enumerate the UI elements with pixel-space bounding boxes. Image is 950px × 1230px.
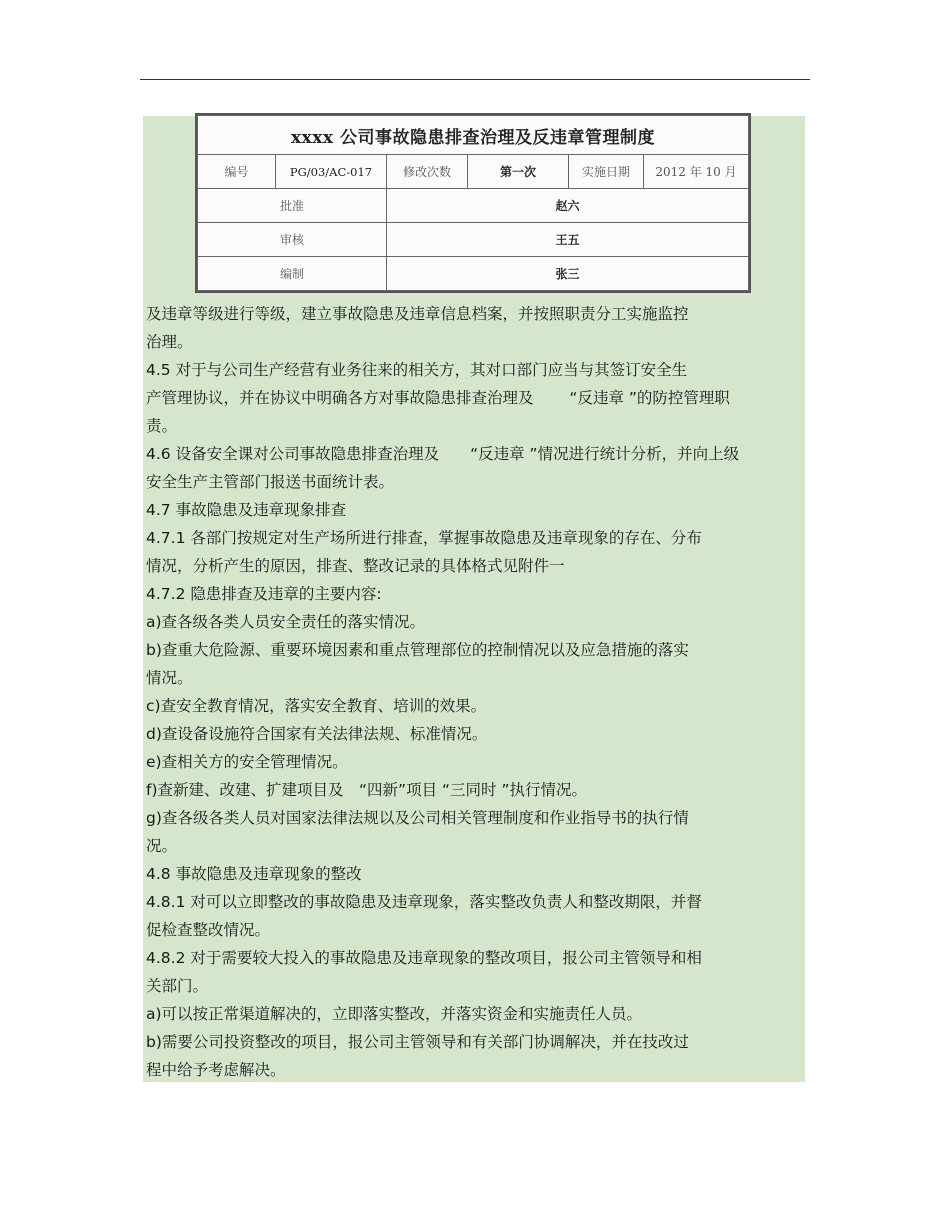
revision-label: 修改次数: [387, 155, 468, 189]
list-item: a)可以按正常渠道解决的，立即落实整改，并落实资金和实施责任人员。: [146, 1005, 643, 1023]
review-value: 王五: [387, 223, 749, 257]
list-item: 况。: [146, 837, 178, 855]
list-item: f)查新建、改建、扩建项目及 “四新”项目 “三同时 ”执行情况。: [146, 781, 587, 799]
document-header-table: [195, 113, 751, 293]
revision-value: 第一次: [468, 155, 569, 189]
date-value: 2012 年 10 月: [644, 155, 749, 189]
date-label: 实施日期: [569, 155, 644, 189]
body-line: 4.7.1 各部门按规定对生产场所进行排查，掌握事故隐患及违章现象的存在、分布: [146, 529, 702, 547]
body-line: 及违章等级进行等级，建立事故隐患及违章信息档案，并按照职责分工实施监控: [146, 305, 689, 323]
prepare-label: 编制: [198, 257, 387, 291]
section-heading: 4.8 事故隐患及违章现象的整改: [146, 865, 362, 883]
list-item: b)查重大危险源、重要环境因素和重点管理部位的控制情况以及应急措施的落实: [146, 641, 689, 659]
number-label: 编号: [198, 155, 276, 189]
list-item: c)查安全教育情况，落实安全教育、培训的效果。: [146, 697, 487, 715]
number-value: PG/03/AC-017: [276, 155, 387, 189]
body-line: 情况，分析产生的原因，排查、整改记录的具体格式见附件一: [146, 557, 565, 575]
section-heading: 4.7 事故隐患及违章现象排查: [146, 501, 347, 519]
approve-label: 批准: [198, 189, 387, 223]
body-line: 4.8.2 对于需要较大投入的事故隐患及违章现象的整改项目，报公司主管领导和相: [146, 949, 702, 967]
body-line: 4.8.1 对可以立即整改的事故隐患及违章现象，落实整改负责人和整改期限，并督: [146, 893, 702, 911]
body-line: 4.7.2 隐患排查及违章的主要内容:: [146, 585, 382, 603]
approve-value: 赵六: [387, 189, 749, 223]
document-body: [146, 300, 806, 1084]
list-item: b)需要公司投资整改的项目，报公司主管领导和有关部门协调解决，并在技改过: [146, 1033, 689, 1051]
list-item: 情况。: [146, 669, 193, 687]
document-title: xxxx 公司事故隐患排查治理及反违章管理制度: [198, 116, 749, 155]
prepare-value: 张三: [387, 257, 749, 291]
body-line: 安全生产主管部门报送书面统计表。: [146, 473, 395, 491]
list-item: 程中给予考虑解决。: [146, 1061, 286, 1079]
review-label: 审核: [198, 223, 387, 257]
body-line: 责。: [146, 417, 178, 435]
page-top-rule: [140, 79, 810, 80]
body-line: 关部门。: [146, 977, 209, 995]
body-line: 治理。: [146, 333, 193, 351]
list-item: e)查相关方的安全管理情况。: [146, 753, 348, 771]
list-item: a)查各级各类人员安全责任的落实情况。: [146, 613, 426, 631]
list-item: d)查设备设施符合国家有关法律法规、标准情况。: [146, 725, 488, 743]
body-line: 产管理协议，并在协议中明确各方对事故隐患排查治理及 “反违章 ”的防控管理职: [146, 389, 730, 407]
body-line: 4.6 设备安全课对公司事故隐患排查治理及 “反违章 ”情况进行统计分析，并向上级: [146, 445, 740, 463]
list-item: g)查各级各类人员对国家法律法规以及公司相关管理制度和作业指导书的执行情: [146, 809, 689, 827]
body-line: 4.5 对于与公司生产经营有业务往来的相关方，其对口部门应当与其签订安全生: [146, 361, 688, 379]
body-line: 促检查整改情况。: [146, 921, 271, 939]
